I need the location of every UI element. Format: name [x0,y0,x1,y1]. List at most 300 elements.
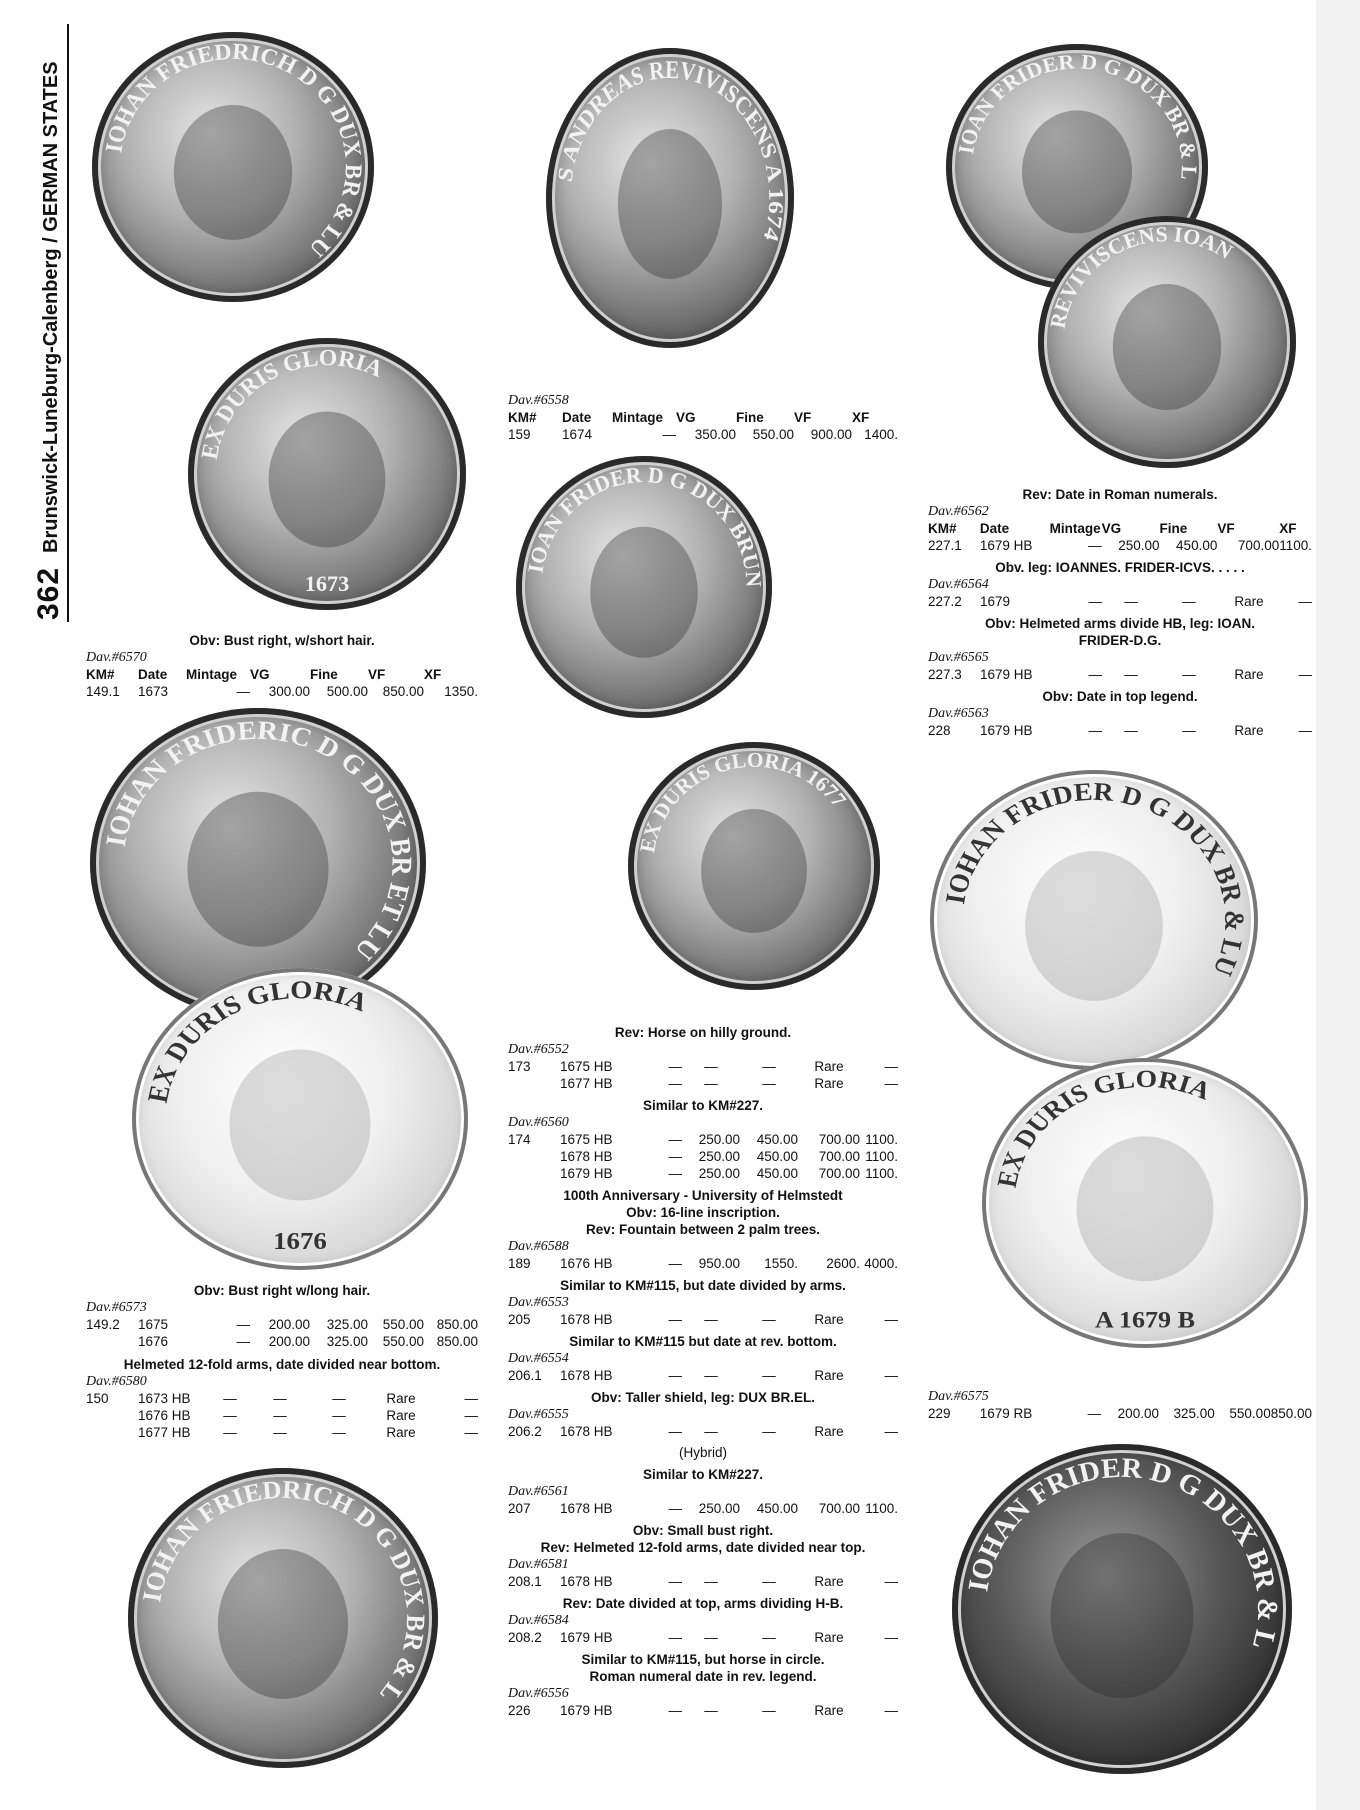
coin-legend [930,770,1258,1070]
coin-image [982,1058,1308,1348]
price-table [508,409,898,443]
table-cell: 450.00 [1176,538,1218,553]
table-cell: 1675 HB [560,1132,613,1147]
table-cell: — [223,1391,237,1406]
page-edge-shadow [1316,0,1360,1810]
coin-legend-path: IOHAN FRIDERIC D G DUX BR ET LU [99,715,418,966]
davenport-number: Dav.#6555 [508,1407,569,1422]
davenport-number: Dav.#6573 [86,1300,147,1315]
table-cell: — [884,1312,898,1327]
entry-caption: 100th Anniversary - University of Helmstedt [563,1188,843,1203]
coin-legend [982,1058,1308,1348]
table-cell: Rare [814,1630,844,1645]
table-cell: 1100. [1279,538,1312,553]
table-cell: 205 [508,1312,531,1327]
table-cell: 4000. [864,1256,898,1271]
coin-legend [92,32,374,302]
table-cell: 159 [508,427,531,442]
catalog-entry [928,688,1312,739]
table-cell: — [762,1312,776,1327]
price-table [508,1058,898,1092]
price-table [508,1255,898,1272]
coin-motif [1113,284,1221,410]
col-header: Date [562,410,592,425]
table-cell: Rare [814,1368,844,1383]
table-cell: — [762,1424,776,1439]
table-cell: 325.00 [326,1334,368,1349]
coin-legend-path: EX DURIS GLORIA [196,345,387,462]
table-cell: 550.00 [382,1334,424,1349]
table-row [508,1702,898,1719]
table-row [508,1165,898,1182]
entry-caption: Rev: Fountain between 2 palm trees. [585,1222,821,1237]
table-cell: 500.00 [326,684,368,699]
table-cell: 250.00 [698,1132,740,1147]
table-cell: 1674 [562,427,593,442]
table-cell: — [1088,723,1102,738]
table-cell: Rare [814,1424,844,1439]
table-cell: — [1298,667,1312,682]
table-cell: Rare [386,1391,416,1406]
table-cell: 1679 HB [980,667,1033,682]
entry-caption: Obv: 16-line inscription. [626,1205,780,1220]
table-cell: — [1298,723,1312,738]
catalog-entry [928,615,1312,683]
entry-caption: Similar to KM#227. [642,1467,764,1482]
page-title: Brunswick-Luneburg-Calenberg / GERMAN STATES [40,61,62,553]
table-cell: — [1088,538,1102,553]
coin-motif [218,1549,348,1699]
price-table [508,1311,898,1328]
davenport-number: Dav.#6558 [508,393,569,408]
davenport-number: Dav.#6588 [508,1239,569,1254]
coin-legend [546,48,794,348]
coin-legend [188,338,466,610]
davenport-number: Dav.#6563 [928,706,989,721]
table-cell: — [668,1703,682,1718]
table-row [508,1058,898,1075]
price-table [928,722,1312,739]
col-header: Fine [736,410,764,425]
table-cell: 1675 HB [560,1059,613,1074]
col-header: KM# [86,667,115,682]
table-cell: 700.00 [1237,538,1280,553]
table-cell: Rare [1234,594,1264,609]
table-cell: 1679 RB [979,1406,1033,1421]
table-cell: 550.00 [382,1317,424,1332]
davenport-number: Dav.#6556 [508,1686,569,1701]
davenport-number: Dav.#6561 [508,1484,569,1499]
table-cell: — [464,1391,478,1406]
table-cell: — [332,1408,346,1423]
entry-caption: Roman numeral date in rev. legend. [589,1669,817,1684]
table-cell: Rare [386,1425,416,1440]
table-row [508,1573,898,1590]
table-cell: 1100. [865,1501,898,1516]
table-cell: — [668,1630,682,1645]
coin-date: 1673 [304,571,350,596]
davenport-number: Dav.#6584 [508,1613,569,1628]
table-row [508,1148,898,1165]
catalog-entry-km-229 [928,1388,1312,1422]
coin-legend-path: IOHAN FRIDER D G DUX BR & L [962,1453,1283,1652]
col-header: XF [1279,521,1297,536]
table-cell: 350.00 [694,427,736,442]
table-cell: 2600. [826,1256,860,1271]
catalog-entry [508,1024,898,1092]
coin-legend [952,1444,1292,1774]
table-cell: — [884,1703,898,1718]
table-cell: 208.1 [508,1574,542,1589]
table-cell: — [668,1312,682,1327]
table-row [86,1316,478,1333]
coin-motif [1022,110,1132,233]
table-cell: — [668,1501,682,1516]
table-cell: 1679 HB [979,538,1033,553]
table-cell: 1679 [980,594,1011,609]
table-cell: 1400. [864,427,898,442]
entry-caption: Obv: Bust right, w/short hair. [189,633,375,648]
table-cell: 900.00 [810,427,852,442]
coin-legend-path: REVIVISCENS IOAN [1045,222,1237,331]
price-table [508,1131,898,1182]
entry-caption: Rev: Horse on hilly ground. [614,1025,792,1040]
coin-motif [269,411,386,547]
col-header: XF [424,667,442,682]
header-rule [67,24,69,622]
catalog-entry-km-149-1 [86,632,478,700]
price-table [928,1405,1312,1422]
price-table [508,1629,898,1646]
table-cell: 550.00 [752,427,794,442]
entry-caption: Obv: Bust right w/long hair. [193,1283,371,1298]
catalog-entry [508,1097,898,1182]
col-header: Date [979,521,1010,536]
table-cell: 550.00 [1229,1406,1271,1421]
price-table [86,1390,478,1441]
table-cell: 1679 HB [980,723,1033,738]
table-cell: 850.00 [436,1334,478,1349]
table-cell: — [704,1703,718,1718]
table-cell: — [668,1149,682,1164]
table-cell: Rare [814,1076,844,1091]
table-cell [508,1165,560,1182]
table-cell: — [332,1391,346,1406]
table-cell: — [704,1059,718,1074]
coin-motif [618,129,722,279]
table-cell: — [464,1408,478,1423]
table-cell: 206.1 [508,1368,542,1383]
table-cell: — [704,1574,718,1589]
table-cell: — [704,1076,718,1091]
table-cell: 450.00 [756,1132,798,1147]
table-row [86,683,478,700]
davenport-number: Dav.#6554 [508,1351,569,1366]
table-cell: — [762,1630,776,1645]
table-cell: — [223,1408,237,1423]
table-cell: — [1298,594,1312,609]
table-cell: — [884,1574,898,1589]
table-cell: — [704,1312,718,1327]
table-cell: 1675 [138,1317,169,1332]
entry-caption: Similar to KM#227. [642,1098,764,1113]
catalog-entry [928,486,1312,554]
table-row [928,537,1312,554]
table-cell: 1673 [138,684,169,699]
table-cell: — [1124,667,1138,682]
table-cell: — [668,1132,682,1147]
table-cell: 1678 HB [560,1312,613,1327]
table-cell: 1678 HB [560,1574,613,1589]
table-row [928,666,1312,683]
table-cell: 206.2 [508,1424,542,1439]
table-cell: — [668,1059,682,1074]
table-cell: 1679 HB [560,1703,613,1718]
coin-image [92,32,374,302]
coin-legend-path: IOAN FRIDER D G DUX BR & L [953,50,1202,181]
table-cell: 228 [928,723,951,738]
table-row [86,1407,478,1424]
catalog-column-3 [928,486,1312,744]
coin-legend [1038,216,1296,468]
coin-motif [187,792,328,947]
table-cell: — [223,1425,237,1440]
table-cell: — [236,684,250,699]
price-table [86,666,478,700]
davenport-number: Dav.#6560 [508,1115,569,1130]
table-row [508,426,898,443]
table-cell: — [236,1317,250,1332]
table-cell: 229 [928,1406,951,1421]
davenport-number: Dav.#6565 [928,650,989,665]
coin-image [546,48,794,348]
coin-legend-path: EX DURIS GLORIA [991,1065,1216,1190]
catalog-column-2 [508,1024,898,1724]
table-cell: Rare [814,1059,844,1074]
table-cell: — [668,1424,682,1439]
table-cell: 300.00 [268,684,310,699]
table-cell [508,1075,560,1092]
entry-caption: Rev: Helmeted 12-fold arms, date divided near top. [540,1540,866,1555]
table-cell: 200.00 [1117,1406,1159,1421]
coin-legend-path: IOHAN FRIEDRICH D G DUX BR & L [136,1475,431,1708]
table-cell: Rare [386,1408,416,1423]
col-header: VG [1101,521,1122,536]
table-cell: 450.00 [756,1149,798,1164]
table-cell: — [1182,667,1196,682]
table-cell: 1677 HB [560,1076,613,1091]
entry-caption: Rev: Date divided at top, arms dividing H-B. [562,1596,844,1611]
table-row [928,1405,1312,1422]
table-cell: 227.2 [928,594,962,609]
coin-legend-path: EX DURIS GLORIA [141,975,373,1105]
table-cell: — [668,1256,682,1271]
table-cell: 1678 HB [560,1501,613,1516]
catalog-entry [508,1651,898,1719]
table-row [508,1500,898,1517]
table-row [928,722,1312,739]
table-cell: 226 [508,1703,531,1718]
table-cell [508,1148,560,1165]
table-cell [86,1424,138,1441]
entry-caption: Obv: Small bust right. [632,1523,774,1538]
table-row [508,1075,898,1092]
coin-legend-path: EX DURIS GLORIA 1677 [634,747,852,855]
table-cell: — [884,1059,898,1074]
table-cell: — [762,1574,776,1589]
catalog-entry [508,1333,898,1384]
coin-date: 1676 [273,1227,327,1255]
table-row [508,1311,898,1328]
table-cell: — [884,1368,898,1383]
table-cell: — [1182,723,1196,738]
davenport-number: Dav.#6552 [508,1042,569,1057]
table-cell: Rare [814,1574,844,1589]
table-cell: 700.00 [818,1166,860,1181]
col-header: XF [852,410,870,425]
coin-motif [1025,851,1163,1001]
table-cell: 450.00 [756,1166,798,1181]
table-cell: Rare [1234,723,1264,738]
table-cell: 250.00 [698,1501,740,1516]
table-cell: — [273,1408,287,1423]
col-header: VF [1217,521,1235,536]
table-cell: — [273,1425,287,1440]
table-cell: 700.00 [818,1132,860,1147]
table-cell: Rare [814,1312,844,1327]
table-cell: 250.00 [1118,538,1160,553]
table-cell: — [1088,667,1102,682]
col-header: Fine [310,667,338,682]
table-cell: Rare [1234,667,1264,682]
davenport-number: Dav.#6581 [508,1557,569,1572]
table-cell: — [884,1076,898,1091]
table-cell: — [762,1703,776,1718]
table-cell: 174 [508,1132,531,1147]
entry-caption: Similar to KM#115, but horse in circle. [581,1652,825,1667]
price-table [928,666,1312,683]
table-cell: 208.2 [508,1630,542,1645]
table-cell: 173 [508,1059,531,1074]
col-header: VF [368,667,386,682]
table-cell [86,1333,138,1350]
coin-motif [590,527,698,658]
coin-motif [1051,1533,1194,1698]
table-cell: — [464,1425,478,1440]
coin-date: A 1679 B [1095,1307,1195,1334]
entry-caption: Rev: Date in Roman numerals. [1022,487,1218,502]
table-cell: 227.3 [928,667,962,682]
catalog-entry [508,1277,898,1328]
coin-motif [701,809,807,933]
coin-image [188,338,466,610]
col-header: VF [794,410,812,425]
coin-legend-path: IOAN FRIDER D G DUX BRUN [522,461,767,588]
page-number: 362 [32,566,65,620]
table-cell [86,1407,138,1424]
entry-caption: Similar to KM#115 but date at rev. bottom. [569,1334,837,1349]
col-header: KM# [508,410,537,425]
coin-motif [1077,1136,1214,1281]
table-cell: — [668,1076,682,1091]
table-cell: 1678 HB [560,1149,613,1164]
table-row [508,1131,898,1148]
coin-image [132,968,468,1270]
table-cell: — [762,1076,776,1091]
entry-note: (Hybrid) [678,1445,727,1460]
table-cell: — [1088,594,1102,609]
col-header: Date [138,667,168,682]
coin-motif [229,1050,370,1201]
table-cell: 149.2 [86,1317,120,1332]
table-row [508,1255,898,1272]
table-cell: 189 [508,1256,531,1271]
price-table [508,1702,898,1719]
table-cell: 1550. [764,1256,798,1271]
table-cell: — [884,1424,898,1439]
price-table [508,1367,898,1384]
coin-image [516,456,772,718]
col-header: Fine [1159,521,1188,536]
table-cell: 200.00 [268,1334,310,1349]
table-cell: — [273,1391,287,1406]
coin-legend [128,1468,438,1768]
table-cell: — [668,1166,682,1181]
col-header: Mintage [612,410,664,425]
coin-image [952,1444,1292,1774]
entry-caption: Obv: Taller shield, leg: DUX BR.EL. [590,1390,816,1405]
entry-caption: FRIDER-D.G. [1078,633,1162,648]
price-table [508,1573,898,1590]
table-cell: — [1124,594,1138,609]
entry-caption: Similar to KM#115, but date divided by arms. [560,1278,846,1293]
table-cell: — [704,1368,718,1383]
table-cell: 1679 HB [560,1630,613,1645]
catalog-entry [508,1522,898,1590]
table-cell: — [704,1630,718,1645]
col-header: Mintage [1049,521,1101,536]
table-cell: — [762,1368,776,1383]
davenport-number: Dav.#6570 [86,650,147,665]
davenport-number: Dav.#6580 [86,1374,147,1389]
table-cell: 1676 HB [560,1256,613,1271]
table-cell: 950.00 [698,1256,740,1271]
col-header: VG [676,410,696,425]
table-cell: — [1087,1406,1102,1421]
coin-legend-path: IOHAN FRIDER D G DUX BR & LU [939,776,1251,980]
table-cell: 325.00 [1173,1406,1215,1421]
table-cell: 1677 HB [138,1425,191,1440]
table-cell: 1679 HB [560,1166,613,1181]
entry-caption: Obv. leg: IOANNES. FRIDER-ICVS. . . . . [995,560,1245,575]
price-table [508,1423,898,1440]
table-cell: — [762,1059,776,1074]
page-header [22,20,66,620]
col-header: VG [250,667,270,682]
table-cell: 200.00 [268,1317,310,1332]
table-row [86,1333,478,1350]
table-cell: — [668,1368,682,1383]
table-cell: 227.1 [928,538,962,553]
table-cell: 700.00 [818,1149,860,1164]
table-cell: 250.00 [698,1149,740,1164]
table-row [86,1424,478,1441]
table-cell: — [662,427,676,442]
table-row [86,1390,478,1407]
table-cell: 1100. [865,1166,898,1181]
price-table [86,1316,478,1350]
table-row [928,593,1312,610]
